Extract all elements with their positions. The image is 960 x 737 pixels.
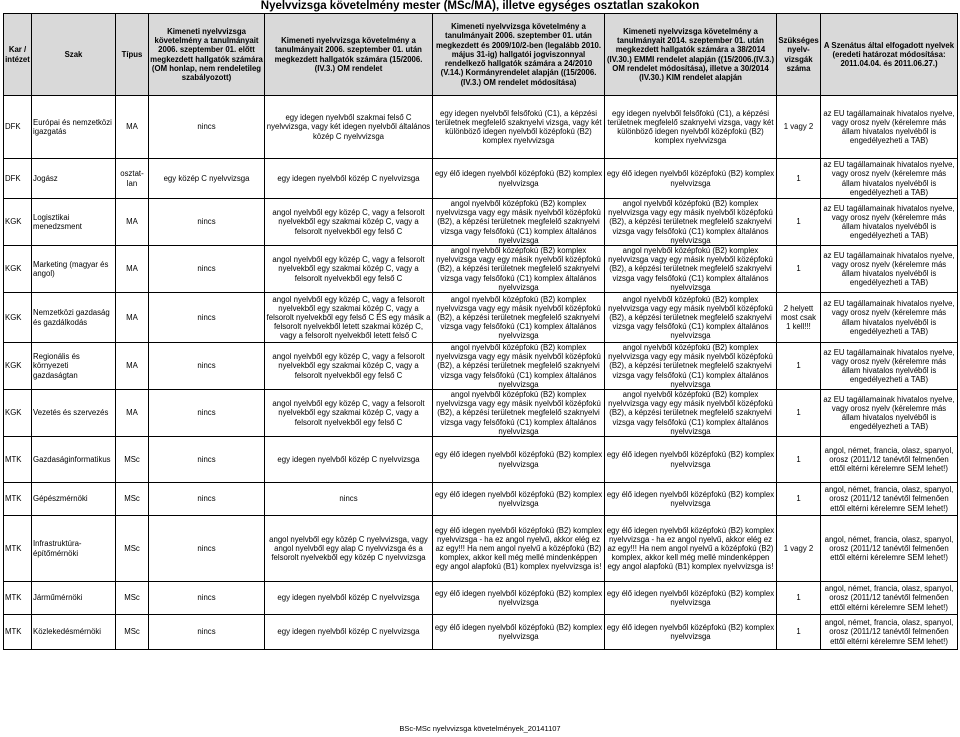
header-req-2014: Kimeneti nyelvvizsga követelmény a tanulmányait 2014. szeptember 01. után megkezdett hallgatók számára a 38/2014 (IV.30.) EMMI rendelet alapján ((15/2006.(IV.3.) OM rendelet módosítása), illetve a 30/2014 (IV.30.) KIM rendelet alapján [605,14,777,96]
cell-szak: Gépészmérnöki [32,483,116,516]
header-szak: Szak [32,14,116,96]
cell-accepted-languages: angol, német, francia, olasz, spanyol, orosz (2011/12 tanévtől felmenően ettől eltérni kérelemre SEM lehet!) [821,483,958,516]
cell-kar: KGK [4,199,32,246]
table-row [4,159,958,199]
cell-kar: KGK [4,246,32,293]
table-row [4,343,958,390]
cell-szak: Infrastruktúra-építőmérnöki [32,516,116,582]
cell-req-2014: egy élő idegen nyelvből középfokú (B2) komplex nyelvvizsga [605,483,777,516]
cell-req-before-2006: nincs [149,437,265,483]
cell-req-2014: angol nyelvből középfokú (B2) komplex nyelvvizsga vagy egy másik nyelvből középfokú (B2), a képzési területnek megfelelő szaknyelvi vizsga vagy felsőfokú (C1) komplex általános nyelvvizsga [605,199,777,246]
cell-kar: KGK [4,390,32,437]
table-row [4,516,958,582]
cell-req-after-2006: egy idegen nyelvből közép C nyelvvizsga [265,582,433,615]
cell-kar: MTK [4,582,32,615]
cell-req-after-2006: nincs [265,483,433,516]
cell-kar: MTK [4,615,32,650]
cell-req-before-2006: nincs [149,246,265,293]
header-tipus: Típus [116,14,149,96]
cell-req-before-2006: nincs [149,390,265,437]
cell-accepted-languages: az EU tagállamainak hivatalos nyelve, vagy orosz nyelv (kérelemre más állam hivatalos nyelvéből is engedélyezheti a TAB) [821,159,958,199]
cell-req-2010: angol nyelvből középfokú (B2) komplex nyelvvizsga vagy egy másik nyelvből középfokú (B2), a képzési területnek megfelelő szaknyelvi vizsga vagy felsőfokú (C1) komplex általános nyelvvizsga [433,293,605,343]
cell-required-count: 1 [777,246,821,293]
cell-tipus: MA [116,199,149,246]
cell-required-count: 1 [777,390,821,437]
cell-szak: Közlekedésmérnöki [32,615,116,650]
cell-req-before-2006: nincs [149,199,265,246]
cell-accepted-languages: angol, német, francia, olasz, spanyol, orosz (2011/12 tanévtől felmenően ettől eltérni kérelemre SEM lehet!) [821,437,958,483]
table-row [4,615,958,650]
cell-req-2014: angol nyelvből középfokú (B2) komplex nyelvvizsga vagy egy másik nyelvből középfokú (B2), a képzési területnek megfelelő szaknyelvi vizsga vagy felsőfokú (C1) komplex általános nyelvvizsga [605,390,777,437]
cell-kar: MTK [4,437,32,483]
cell-tipus: MA [116,390,149,437]
header-req-after-2006: Kimeneti nyelvvizsga követelmény a tanulmányait 2006. szeptember 01. után megkezdett hallgatók számára (15/2006.(IV.3.) OM rendelet [265,14,433,96]
cell-szak: Regionális és környezeti gazdaságtan [32,343,116,390]
cell-req-2010: egy élő idegen nyelvből középfokú (B2) komplex nyelvvizsga [433,159,605,199]
cell-req-2010: egy élő idegen nyelvből középfokú (B2) komplex nyelvvizsga [433,437,605,483]
cell-req-before-2006: egy közép C nyelvvizsga [149,159,265,199]
header-req-before-2006: Kimeneti nyelvvizsga követelmény a tanulmányait 2006. szeptember 01. előtt megkezdett hallgatók számára (OM honlap, nem rendeletileg szabályozott) [149,14,265,96]
page-title: Nyelvvizsga követelmény mester (MSc/MA), illetve egységes osztatlan szakokon [260,0,700,12]
cell-szak: Marketing (magyar és angol) [32,246,116,293]
cell-req-2014: egy élő idegen nyelvből középfokú (B2) komplex nyelvvizsga - ha ez angol nyelvű, akkor elég ez az egy!!! Ha nem angol nyelvű a középfokú (B2) komplex, akkor kell még mellé mindenképpen egy angol alapfokú (B1) komplex nyelvvizsga is! [605,516,777,582]
table-row [4,582,958,615]
cell-req-2014: egy élő idegen nyelvből középfokú (B2) komplex nyelvvizsga [605,615,777,650]
cell-tipus: MA [116,343,149,390]
cell-req-before-2006: nincs [149,516,265,582]
cell-accepted-languages: az EU tagállamainak hivatalos nyelve, vagy orosz nyelv (kérelemre más állam hivatalos nyelvéből is engedélyezheti a TAB) [821,246,958,293]
cell-required-count: 1 [777,159,821,199]
cell-accepted-languages: angol, német, francia, olasz, spanyol, orosz (2011/12 tanévtől felmenően ettől eltérni kérelemre SEM lehet!) [821,615,958,650]
cell-req-before-2006: nincs [149,582,265,615]
header-required-count: Szükséges nyelv-vizsgák száma [777,14,821,96]
cell-szak: Jogász [32,159,116,199]
cell-szak: Logisztikai menedzsment [32,199,116,246]
cell-req-after-2006: angol nyelvből egy közép C, vagy a felsorolt nyelvekből egy szakmai közép C, vagy a felsorolt nyelvekből egy felső C [265,246,433,293]
cell-req-after-2006: egy idegen nyelvből közép C nyelvvizsga [265,615,433,650]
table-row [4,96,958,159]
table-row [4,246,958,293]
cell-req-before-2006: nincs [149,483,265,516]
cell-req-before-2006: nincs [149,293,265,343]
cell-req-before-2006: nincs [149,615,265,650]
cell-req-before-2006: nincs [149,96,265,159]
cell-req-2014: egy élő idegen nyelvből középfokú (B2) komplex nyelvvizsga [605,159,777,199]
cell-required-count: 1 [777,199,821,246]
table-row [4,293,958,343]
cell-required-count: 1 [777,437,821,483]
cell-szak: Vezetés és szervezés [32,390,116,437]
cell-req-2014: angol nyelvből középfokú (B2) komplex nyelvvizsga vagy egy másik nyelvből középfokú (B2), a képzési területnek megfelelő szaknyelvi vizsga vagy felsőfokú (C1) komplex általános nyelvvizsga [605,343,777,390]
cell-req-after-2006: egy idegen nyelvből szakmai felső C nyelvvizsga, vagy két idegen nyelvből általános közép C nyelvvizsga [265,96,433,159]
cell-req-2014: angol nyelvből középfokú (B2) komplex nyelvvizsga vagy egy másik nyelvből középfokú (B2), a képzési területnek megfelelő szaknyelvi vizsga vagy felsőfokú (C1) komplex általános nyelvvizsga [605,246,777,293]
table-row [4,199,958,246]
cell-req-2010: angol nyelvből középfokú (B2) komplex nyelvvizsga vagy egy másik nyelvből középfokú (B2), a képzési területnek megfelelő szaknyelvi vizsga vagy felsőfokú (C1) komplex általános nyelvvizsga [433,343,605,390]
requirements-table [3,13,958,650]
cell-req-2010: egy idegen nyelvből felsőfokú (C1), a képzési területnek megfelelő szaknyelvi vizsga, vagy két különböző idegen nyelvből középfokú (B2) komplex nyelvvizsga [433,96,605,159]
cell-req-2010: angol nyelvből középfokú (B2) komplex nyelvvizsga vagy egy másik nyelvből középfokú (B2), a képzési területnek megfelelő szaknyelvi vizsga vagy felsőfokú (C1) komplex általános nyelvvizsga [433,199,605,246]
header-accepted-languages: A Szenátus által elfogadott nyelvek (eredeti határozat módosítása: 2011.04.04. és 2011.06.27.) [821,14,958,96]
cell-required-count: 2 helyett most csak 1 kell!!! [777,293,821,343]
cell-accepted-languages: az EU tagállamainak hivatalos nyelve, vagy orosz nyelv (kérelemre más állam hivatalos nyelvéből is engedélyezheti a TAB) [821,343,958,390]
cell-req-after-2006: egy idegen nyelvből közép C nyelvvizsga [265,159,433,199]
cell-req-2014: egy élő idegen nyelvből középfokú (B2) komplex nyelvvizsga [605,582,777,615]
cell-required-count: 1 [777,483,821,516]
cell-tipus: MSc [116,615,149,650]
cell-tipus: MA [116,246,149,293]
cell-req-after-2006: egy idegen nyelvből közép C nyelvvizsga [265,437,433,483]
table-row [4,390,958,437]
cell-req-after-2006: angol nyelvből egy közép C, vagy a felsorolt nyelvekből egy szakmai közép C, vagy a felsorolt nyelvekből egy felső C [265,199,433,246]
table-row [4,483,958,516]
cell-tipus: MSc [116,483,149,516]
cell-kar: MTK [4,516,32,582]
cell-kar: KGK [4,343,32,390]
cell-required-count: 1 [777,615,821,650]
cell-req-2010: egy élő idegen nyelvből középfokú (B2) komplex nyelvvizsga [433,483,605,516]
cell-kar: KGK [4,293,32,343]
cell-req-2010: angol nyelvből középfokú (B2) komplex nyelvvizsga vagy egy másik nyelvből középfokú (B2), a képzési területnek megfelelő szaknyelvi vizsga vagy felsőfokú (C1) komplex általános nyelvvizsga [433,246,605,293]
cell-kar: DFK [4,96,32,159]
cell-tipus: MSc [116,437,149,483]
cell-kar: MTK [4,483,32,516]
header-kar: Kar / intézet [4,14,32,96]
cell-tipus: osztat-lan [116,159,149,199]
cell-szak: Járműmérnöki [32,582,116,615]
cell-req-2010: egy élő idegen nyelvből középfokú (B2) komplex nyelvvizsga [433,615,605,650]
cell-required-count: 1 vagy 2 [777,96,821,159]
cell-req-2010: angol nyelvből középfokú (B2) komplex nyelvvizsga vagy egy másik nyelvből középfokú (B2), a képzési területnek megfelelő szaknyelvi vizsga vagy felsőfokú (C1) komplex általános nyelvvizsga [433,390,605,437]
cell-req-before-2006: nincs [149,343,265,390]
cell-req-after-2006: angol nyelvből egy közép C, vagy a felsorolt nyelvekből egy szakmai közép C, vagy a felsorolt nyelvekből egy felső C ÉS egy másik a felsorolt nyelvekből letett szakmai közép C, vagy a felsorolt nyelvekből letett felső C [265,293,433,343]
cell-szak: Nemzetközi gazdaság és gazdálkodás [32,293,116,343]
cell-accepted-languages: az EU tagállamainak hivatalos nyelve, vagy orosz nyelv (kérelemre más állam hivatalos nyelvéből is engedélyezheti a TAB) [821,293,958,343]
cell-szak: Gazdaságinformatikus [32,437,116,483]
cell-req-2014: egy idegen nyelvből felsőfokú (C1), a képzési területnek megfelelő szaknyelvi vizsga, vagy két különböző idegen nyelvből középfokú (B2) komplex nyelvvizsga [605,96,777,159]
cell-tipus: MSc [116,516,149,582]
cell-req-after-2006: angol nyelvből egy közép C nyelvvizsga, vagy angol nyelvből egy alap C nyelvvizsga és a felsorolt nyelvekből egy közép C nyelvvizsga [265,516,433,582]
page-footer: BSc-MSc nyelvvizsga követelmények_20141107 [399,724,561,733]
table-row [4,437,958,483]
cell-accepted-languages: az EU tagállamainak hivatalos nyelve, vagy orosz nyelv (kérelemre más állam hivatalos nyelvéből is engedélyezheti a TAB) [821,199,958,246]
cell-accepted-languages: angol, német, francia, olasz, spanyol, orosz (2011/12 tanévtől felmenően ettől eltérni kérelemre SEM lehet!) [821,582,958,615]
cell-tipus: MA [116,293,149,343]
cell-req-2010: egy élő idegen nyelvből középfokú (B2) komplex nyelvvizsga [433,582,605,615]
cell-accepted-languages: az EU tagállamainak hivatalos nyelve, vagy orosz nyelv (kérelemre más állam hivatalos nyelvéből is engedélyezheti a TAB) [821,390,958,437]
cell-kar: DFK [4,159,32,199]
cell-req-after-2006: angol nyelvből egy közép C, vagy a felsorolt nyelvekből egy szakmai közép C, vagy a felsorolt nyelvekből egy felső C [265,343,433,390]
cell-required-count: 1 [777,343,821,390]
header-row [4,14,958,96]
table-body [4,96,958,650]
header-req-2010: Kimeneti nyelvvizsga követelmény a tanulmányait 2006. szeptember 01. után megkezdett és 2009/10/2-ben (legalább 2010. május 31-ig) hallgatói jogviszonnyal rendelkező hallgatók számára a 24/2010 (V.14.) Kormányrendelet alapján ((15/2006.(IV.3.) OM rendelet módosítása) [433,14,605,96]
cell-tipus: MA [116,96,149,159]
cell-accepted-languages: angol, német, francia, olasz, spanyol, orosz (2011/12 tanévtől felmenően ettől eltérni kérelemre SEM lehet!) [821,516,958,582]
cell-required-count: 1 [777,582,821,615]
cell-req-after-2006: angol nyelvből egy közép C, vagy a felsorolt nyelvekből egy szakmai közép C, vagy a felsorolt nyelvekből egy felső C [265,390,433,437]
cell-szak: Európai és nemzetközi igazgatás [32,96,116,159]
cell-req-2010: egy élő idegen nyelvből középfokú (B2) komplex nyelvvizsga - ha ez angol nyelvű, akkor elég ez az egy!!! Ha nem angol nyelvű a középfokú (B2) komplex, akkor kell még mellé mindenképpen egy angol alapfokú (B1) komplex nyelvvizsga is! [433,516,605,582]
cell-req-2014: angol nyelvből középfokú (B2) komplex nyelvvizsga vagy egy másik nyelvből középfokú (B2), a képzési területnek megfelelő szaknyelvi vizsga vagy felsőfokú (C1) komplex általános nyelvvizsga [605,293,777,343]
cell-req-2014: egy élő idegen nyelvből középfokú (B2) komplex nyelvvizsga [605,437,777,483]
cell-accepted-languages: az EU tagállamainak hivatalos nyelve, vagy orosz nyelv (kérelemre más állam hivatalos nyelvéből is engedélyezheti a TAB) [821,96,958,159]
cell-required-count: 1 vagy 2 [777,516,821,582]
cell-tipus: MSc [116,582,149,615]
